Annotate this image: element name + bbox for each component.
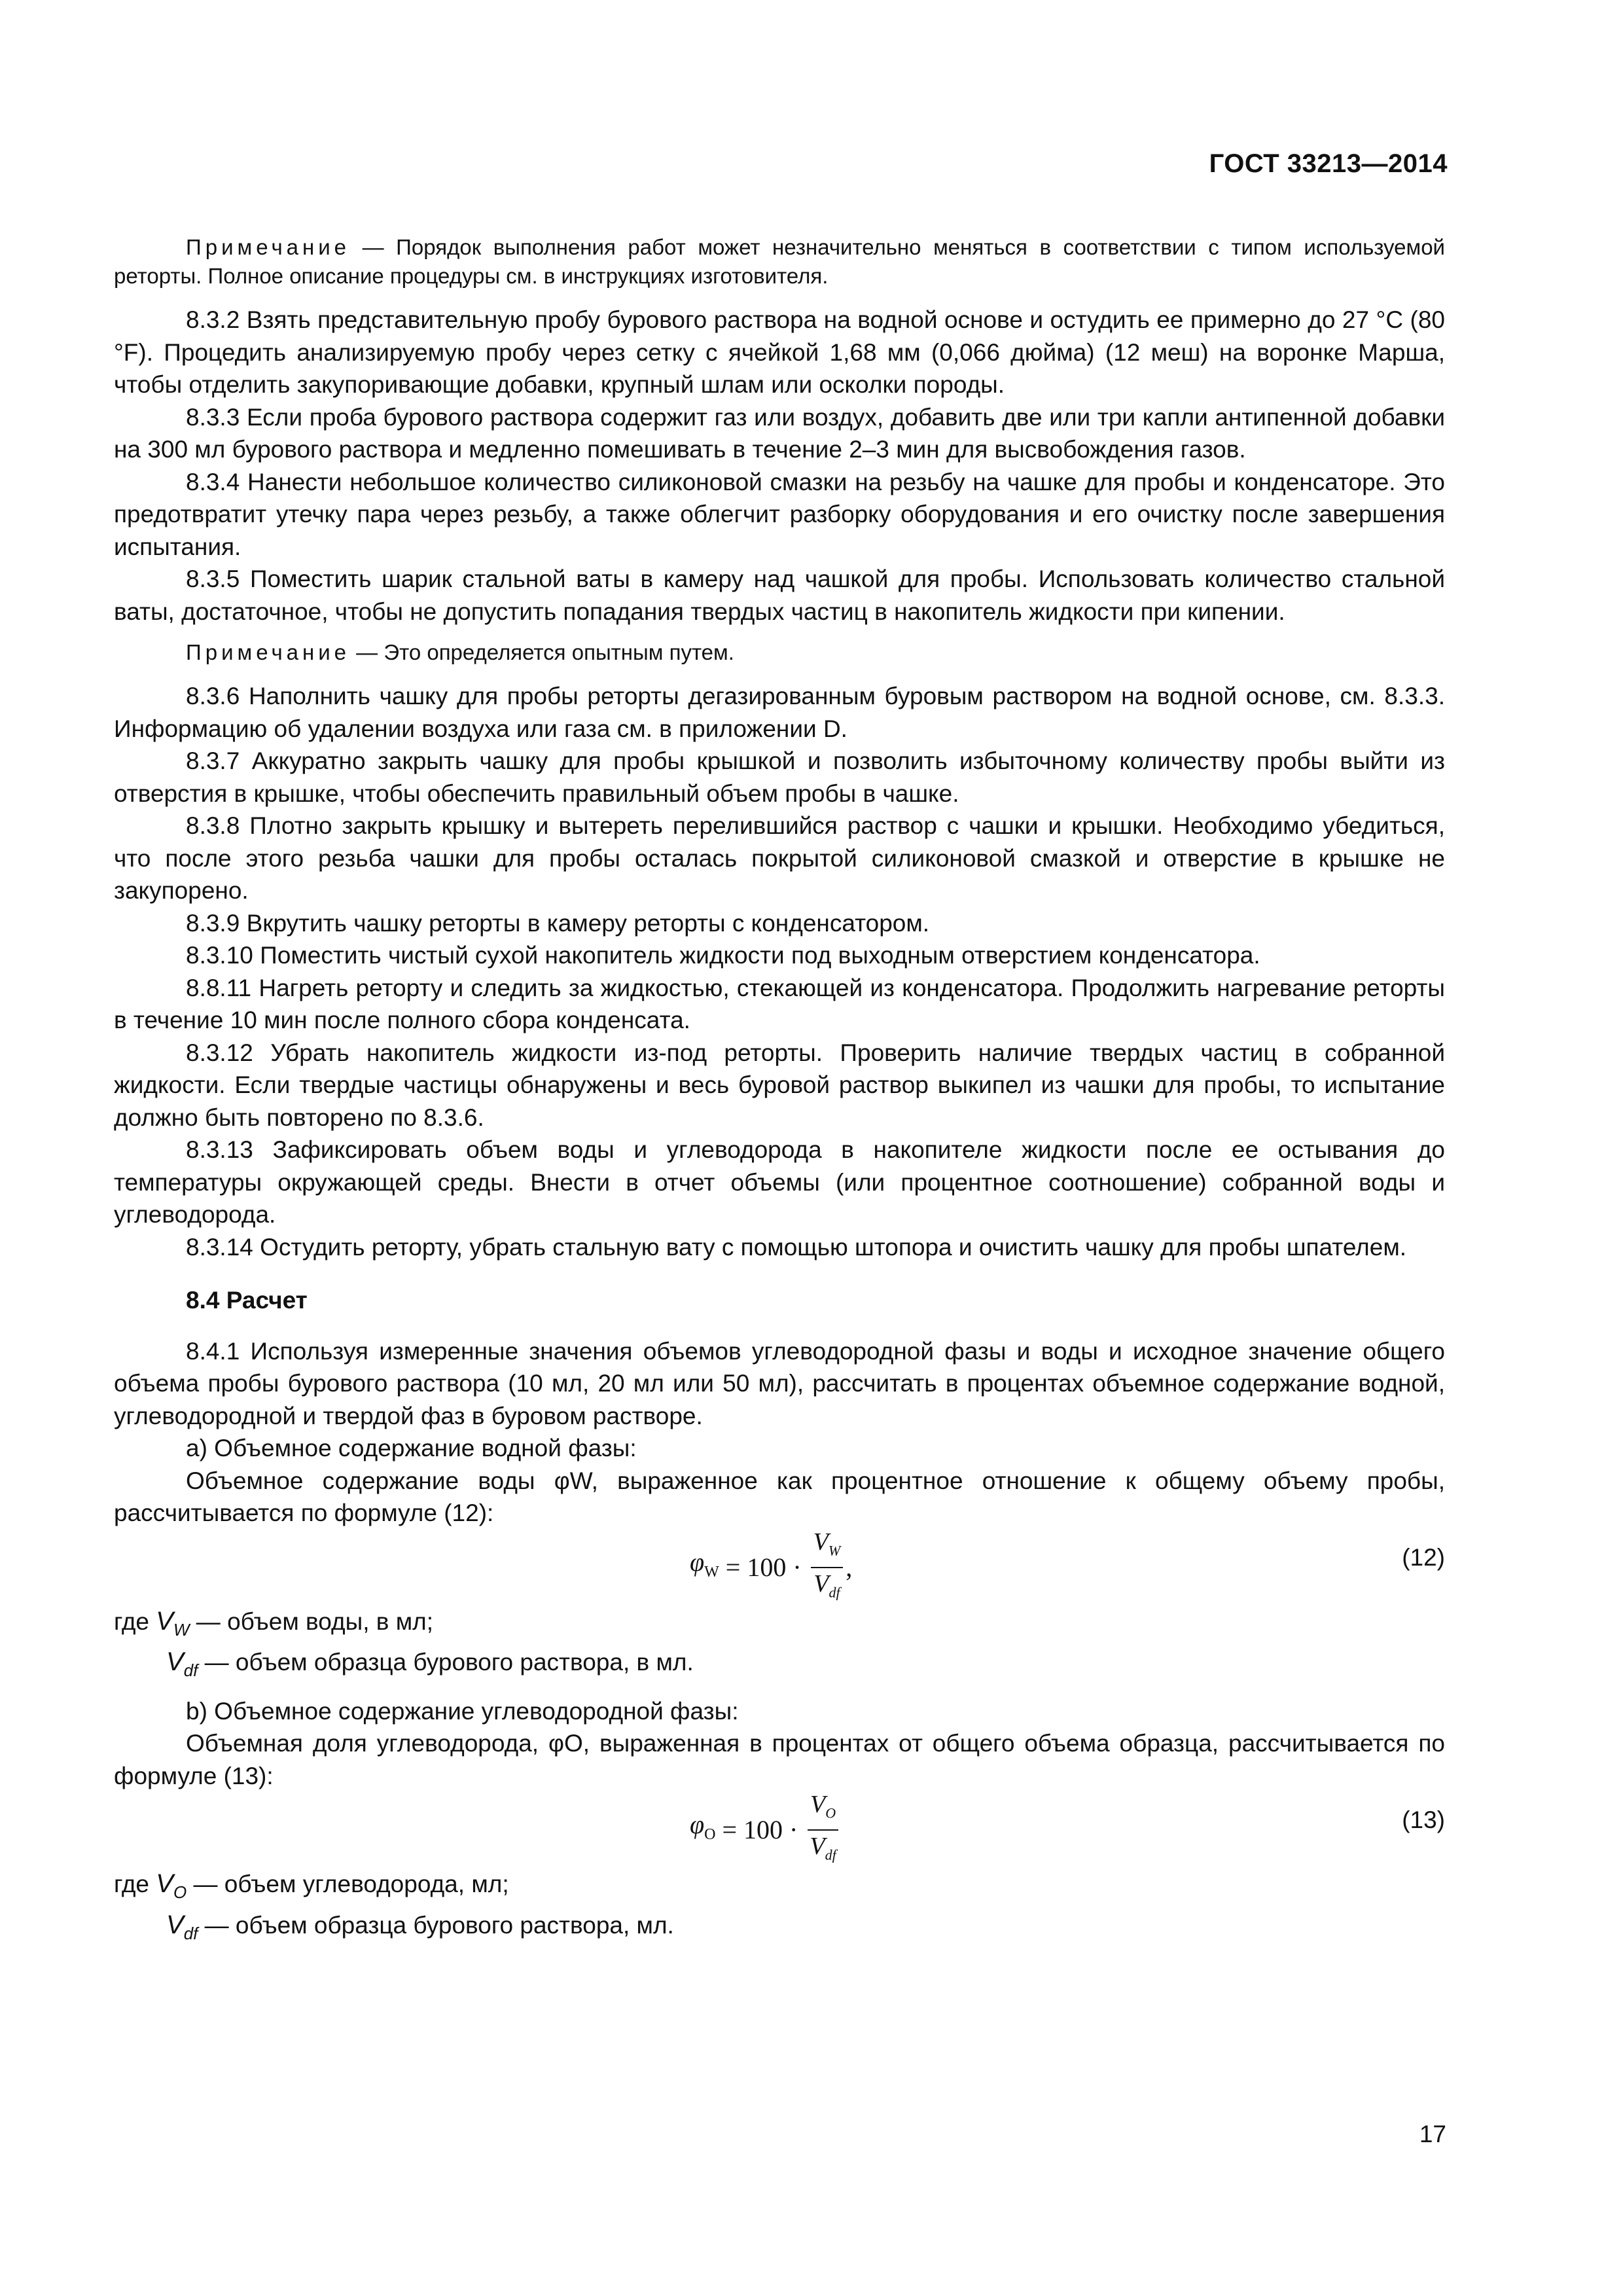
paragraph-8-3-5: 8.3.5 Поместить шарик стальной ваты в камеру над чашкой для пробы. Использовать количество стальной ваты, достаточное, чтобы не допустить попадания твердых частиц в накопитель жидкости при кипении. [114,565,1445,625]
paragraph-8-4-1: 8.4.1 Используя измеренные значения объемов углеводородной фазы и воды и исходное значение общего объема пробы бурового раствора (10 мл, 20 мл или 50 мл), рассчитать в процентах объемное содержание водной, углеводородной и твердой фаз в буровом растворе. [114,1337,1445,1429]
where-12-line-2: $V_{df}$ — объем образца бурового раствора, в мл. [166,1647,694,1680]
paragraph-8-3-3: 8.3.3 Если проба бурового раствора содержит газ или воздух, добавить две или три капли антипенной добавки на 300 мл бурового раствора и медленно помешивать в течение 2–3 мин для высвобождения газов. [114,403,1445,463]
formula-fraction [807,1790,838,1869]
formula-equals: = 100 · [725,1552,802,1582]
where-13-line-2: $V_{df}$ — объем образца бурового раствора, мл. [166,1910,674,1943]
note-text: — Это определяется опытным путем. [350,640,734,664]
section-heading: 8.4 Расчет [186,1287,308,1314]
formula-number: (13) [1402,1806,1445,1833]
water-content-text: Объемное содержание воды φW, выраженное как процентное отношение к общему объему пробы, рассчитывается по формуле (12): [114,1467,1445,1526]
note-label: Примечание [186,640,351,664]
note-1 [114,233,1445,291]
paragraph-8-3-4: 8.3.4 Нанести небольшое количество силиконовой смазки на резьбу на чашке для пробы и конденсаторе. Это предотвратит утечку пара через резьбу, а также облегчит разборку оборудования и его очистку после завершения испытания. [114,468,1445,560]
formula-tail: , [846,1552,853,1582]
paragraph-8-3-8: 8.3.8 Плотно закрыть крышку и вытереть перелившийся раствор с чашки и крышки. Необходимо убедиться, что после этого резьба чашки для пробы осталась покрытой силиконовой смазкой и отверстие в крышке не закупорено. [114,812,1445,904]
page-number: 17 [1419,2121,1446,2147]
paragraph-8-3-10: 8.3.10 Поместить чистый сухой накопитель жидкости под выходным отверстием конденсатора. [186,942,1260,969]
fraction-denominator: $V_{df}$ [813,1570,840,1601]
formula-equals: = 100 · [722,1815,798,1845]
formula-lhs: $\varphi_W$ [690,1547,719,1581]
formula-12 [114,1530,1445,1605]
formula-12-body [690,1530,852,1605]
note-text: — Порядок выполнения работ может незначительно меняться в соответствии с типом используемой реторты. Полное описание процедуры см. в инструкциях изготовителя. [114,235,1445,288]
paragraph-8-3-9: 8.3.9 Вкрутить чашку реторты в камеру реторты с конденсатором. [186,909,930,937]
paragraph-8-3-6: 8.3.6 Наполнить чашку для пробы реторты дегазированным буровым раствором на водной основе, см. 8.3.3. Информацию об удалении воздуха или газа см. в приложении D. [114,683,1445,742]
where-12-line-1: где $V_W$ — объем воды, в мл; [114,1606,434,1640]
formula-13 [114,1792,1445,1868]
paragraph-8-3-14: 8.3.14 Остудить реторту, убрать стальную вату с помощью штопора и очистить чашку для пробы шпателем. [186,1233,1407,1261]
paragraph-8-3-2: 8.3.2 Взять представительную пробу бурового раствора на водной основе и остудить ее примерно до 27 °C (80 °F). Процедить анализируемую пробу через сетку с ячейкой 1,68 мм (0,066 дюйма) (12 меш) на воронке Марша, чтобы отделить закупоривающие добавки, крупный шлам или осколки породы. [114,306,1445,398]
document-id: ГОСТ 33213—2014 [1209,149,1448,178]
where-13-line-1: где $V_O$ — объем углеводорода, мл; [114,1869,509,1902]
paragraph-8-3-12: 8.3.12 Убрать накопитель жидкости из-под реторты. Проверить наличие твердых частиц в собранной жидкости. Если твердые частицы обнаружены и весь буровой раствор выкипел из чашки для пробы, то испытание должно быть повторено по 8.3.6. [114,1039,1445,1131]
formula-fraction [811,1528,844,1607]
item-b: b) Объемное содержание углеводородной фазы: [186,1697,739,1725]
fraction-numerator: $V_W$ [811,1528,844,1568]
note-2 [114,638,1445,667]
page-content [114,223,1445,1950]
formula-lhs: $\varphi_O$ [690,1810,716,1844]
item-a: а) Объемное содержание водной фазы: [186,1435,637,1462]
note-label: Примечание [186,235,351,259]
paragraph-8-3-7: 8.3.7 Аккуратно закрыть чашку для пробы крышкой и позволить избыточному количеству пробы выйти из отверстия в крышке, чтобы обеспечить правильный объем пробы в чашке. [114,747,1445,807]
formula-13-body [690,1792,842,1868]
formula-number: (12) [1402,1543,1445,1571]
fraction-numerator: $V_O$ [808,1790,838,1831]
paragraph-8-3-13: 8.3.13 Зафиксировать объем воды и углеводорода в накопителе жидкости после ее остывания до температуры окружающей среды. Внести в отчет объемы (или процентное соотношение) собранной воды и углеводорода. [114,1136,1445,1228]
paragraph-8-8-11: 8.8.11 Нагреть реторту и следить за жидкостью, стекающей из конденсатора. Продолжить нагревание реторты в течение 10 мин после полного сбора конденсата. [114,974,1445,1033]
fraction-denominator: $V_{df}$ [810,1833,836,1863]
hydrocarbon-content-text: Объемная доля углеводорода, φO, выраженная в процентах от общего объема образца, рассчитывается по формуле (13): [114,1730,1445,1789]
